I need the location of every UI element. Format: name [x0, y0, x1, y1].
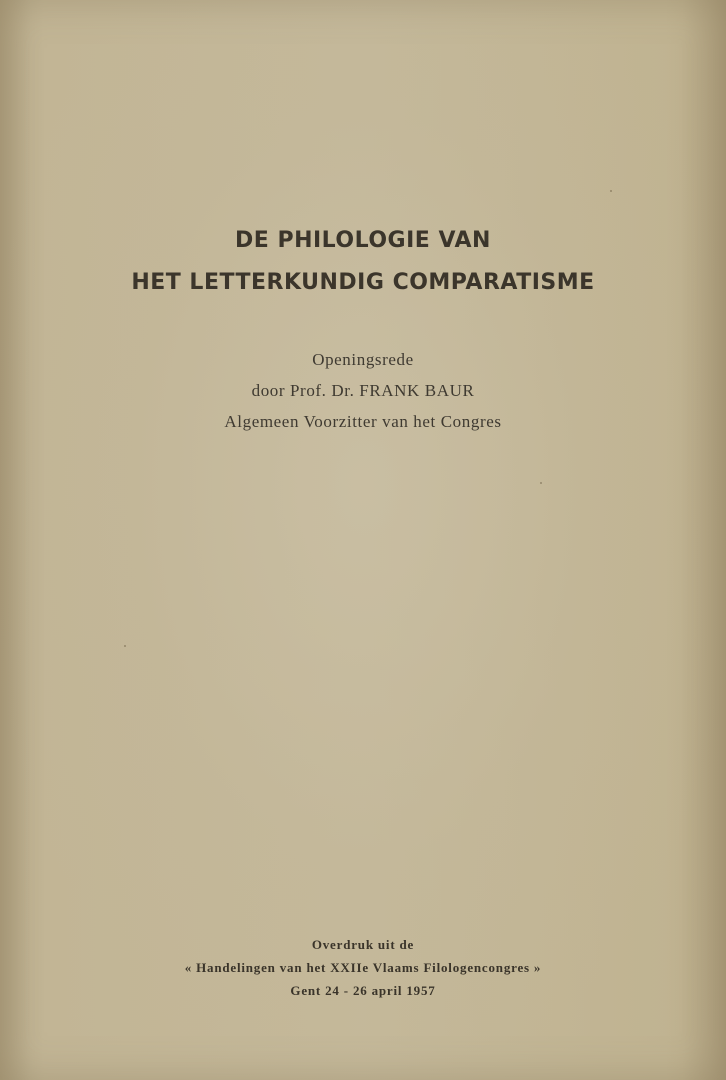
footer-place-date: Gent 24 - 26 april 1957	[290, 983, 436, 998]
subtitle-author: door Prof. Dr. FRANK BAUR	[251, 381, 475, 400]
paper-fleck	[610, 190, 612, 192]
subtitle-role: Algemeen Voorzitter van het Congres	[224, 412, 502, 431]
paper-fleck	[124, 645, 126, 647]
footer-reprint-note: Overdruk uit de	[311, 937, 415, 952]
footer-proceedings-title: « Handelingen van het XXIIe Vlaams Filologencongres »	[184, 960, 542, 975]
subtitle-speech: Openingsrede	[312, 350, 414, 369]
title-line-1: DE PHILOLOGIE VAN	[235, 228, 491, 253]
paper-fleck	[540, 482, 542, 484]
paper-edge-left	[0, 0, 30, 1080]
title-line-2: HET LETTERKUNDIG COMPARATISME	[131, 270, 595, 295]
paper-edge-right	[666, 0, 726, 1080]
